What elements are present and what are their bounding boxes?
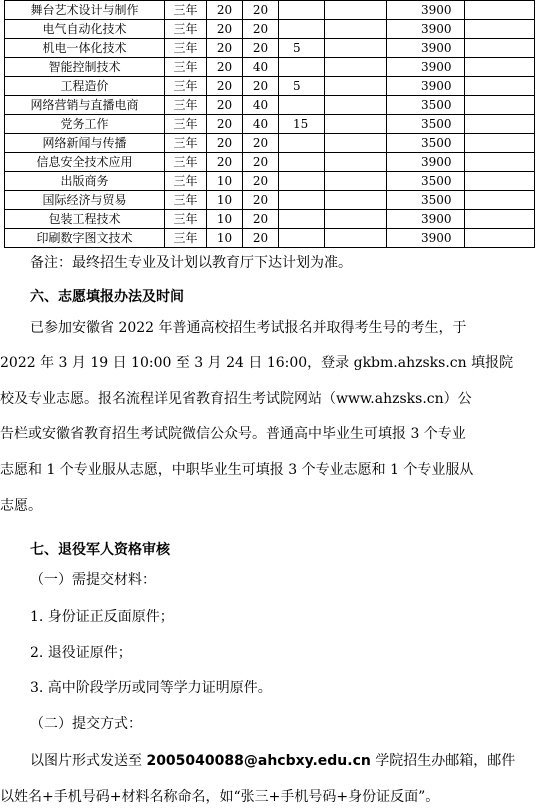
plan-count-cell	[279, 153, 325, 172]
empty-cell	[325, 172, 387, 191]
table-row	[5, 134, 535, 153]
empty-cell	[325, 134, 387, 153]
major-cell: 舞台艺术设计与制作	[5, 1, 165, 20]
section-6-line-5: 志愿和 1 个专业服从志愿，中职毕业生可填报 3 个专业志愿和 1 个专业服从	[0, 462, 474, 478]
plan-count-cell: 40	[243, 115, 279, 134]
years-cell: 三年	[165, 191, 207, 210]
plan-count-cell	[279, 134, 325, 153]
empty-cell	[325, 77, 387, 96]
plan-count-cell: 20	[207, 77, 243, 96]
major-cell: 党务工作	[5, 115, 165, 134]
empty-cell	[325, 96, 387, 115]
plan-count-cell: 20	[243, 134, 279, 153]
tuition-cell: 3900	[387, 210, 465, 229]
years-cell: 三年	[165, 39, 207, 58]
empty-cell	[465, 39, 535, 58]
table-row	[5, 96, 535, 115]
plan-count-cell: 20	[243, 191, 279, 210]
major-cell: 出版商务	[5, 172, 165, 191]
plan-count-cell: 10	[207, 229, 243, 248]
plan-count-cell: 20	[243, 20, 279, 39]
plan-count-cell: 20	[207, 20, 243, 39]
table-row	[5, 39, 535, 58]
plan-count-cell: 5	[279, 77, 325, 96]
section-7-heading: 七、退役军人资格审核	[30, 542, 170, 558]
table-row	[5, 229, 535, 248]
years-cell: 三年	[165, 172, 207, 191]
note-text: 备注：最终招生专业及计划以教育厅下达计划为准。	[30, 255, 352, 271]
section-6-line-2: 2022 年 3 月 19 日 10:00 至 3 月 24 日 16:00，登录 gkbm.ahzsks.cn 填报院	[0, 355, 514, 371]
section-6-line-1: 已参加安徽省 2022 年普通高校招生考试报名并取得考生号的考生，于	[30, 320, 467, 336]
plan-count-cell: 20	[207, 39, 243, 58]
plan-count-cell: 20	[207, 96, 243, 115]
empty-cell	[325, 39, 387, 58]
plan-count-cell: 40	[243, 96, 279, 115]
empty-cell	[465, 210, 535, 229]
empty-cell	[465, 115, 535, 134]
section-6-line-4: 告栏或安徽省教育招生考试院微信公众号。普通高中毕业生可填报 3 个专业	[0, 426, 466, 442]
plan-count-cell: 40	[243, 58, 279, 77]
tuition-cell: 3900	[387, 1, 465, 20]
empty-cell	[325, 58, 387, 77]
enrollment-plan-table	[4, 0, 535, 248]
years-cell: 三年	[165, 77, 207, 96]
tuition-cell: 3900	[387, 153, 465, 172]
major-cell: 国际经济与贸易	[5, 191, 165, 210]
tuition-cell: 3500	[387, 96, 465, 115]
major-cell: 网络新闻与传播	[5, 134, 165, 153]
table-row	[5, 1, 535, 20]
section-7-item-3: 3. 高中阶段学历或同等学力证明原件。	[30, 680, 272, 696]
plan-count-cell	[279, 172, 325, 191]
tuition-cell: 3900	[387, 229, 465, 248]
years-cell: 三年	[165, 20, 207, 39]
empty-cell	[465, 172, 535, 191]
empty-cell	[465, 153, 535, 172]
tuition-cell: 3900	[387, 58, 465, 77]
tuition-cell: 3500	[387, 134, 465, 153]
plan-count-cell: 20	[243, 172, 279, 191]
empty-cell	[465, 20, 535, 39]
table-body	[5, 1, 535, 248]
submit-prefix: 以图片形式发送至	[30, 753, 147, 769]
empty-cell	[465, 134, 535, 153]
plan-count-cell: 20	[207, 153, 243, 172]
section-7-submit-line-1	[0, 751, 542, 771]
tuition-cell: 3500	[387, 172, 465, 191]
plan-count-cell: 20	[207, 1, 243, 20]
section-6-heading: 六、志愿填报办法及时间	[30, 289, 184, 305]
years-cell: 三年	[165, 96, 207, 115]
empty-cell	[465, 229, 535, 248]
plan-count-cell	[279, 20, 325, 39]
empty-cell	[465, 191, 535, 210]
section-7-item-2: 2. 退役证原件；	[30, 645, 132, 661]
major-cell: 智能控制技术	[5, 58, 165, 77]
section-7-item-1: 1. 身份证正反面原件；	[30, 609, 174, 625]
section-7-sub-2: （二）提交方式：	[30, 716, 142, 732]
plan-count-cell: 20	[243, 77, 279, 96]
section-6-line-3: 校及专业志愿。报名流程详见省教育招生考试院网站（www.ahzsks.cn）公	[0, 391, 472, 407]
empty-cell	[465, 77, 535, 96]
plan-count-cell: 10	[207, 191, 243, 210]
plan-count-cell: 20	[243, 229, 279, 248]
plan-count-cell: 20	[207, 115, 243, 134]
years-cell: 三年	[165, 210, 207, 229]
major-cell: 工程造价	[5, 77, 165, 96]
plan-count-cell: 20	[207, 134, 243, 153]
major-cell: 网络营销与直播电商	[5, 96, 165, 115]
years-cell: 三年	[165, 115, 207, 134]
plan-count-cell: 20	[243, 39, 279, 58]
table-row	[5, 58, 535, 77]
section-7-sub-1: （一）需提交材料：	[30, 572, 156, 588]
plan-count-cell	[279, 229, 325, 248]
empty-cell	[325, 153, 387, 172]
table-row	[5, 115, 535, 134]
plan-count-cell: 5	[279, 39, 325, 58]
plan-count-cell	[279, 96, 325, 115]
table-row	[5, 191, 535, 210]
plan-count-cell: 10	[207, 172, 243, 191]
table-row	[5, 210, 535, 229]
plan-count-cell: 20	[207, 58, 243, 77]
years-cell: 三年	[165, 58, 207, 77]
plan-count-cell: 15	[279, 115, 325, 134]
empty-cell	[325, 1, 387, 20]
tuition-cell: 3900	[387, 20, 465, 39]
years-cell: 三年	[165, 153, 207, 172]
empty-cell	[325, 191, 387, 210]
table-row	[5, 153, 535, 172]
table-row	[5, 172, 535, 191]
years-cell: 三年	[165, 229, 207, 248]
plan-count-cell	[279, 191, 325, 210]
section-7-submit-line-2: 以姓名+手机号码+材料名称命名，如“张三+手机号码+身份证反面”。	[0, 789, 440, 805]
years-cell: 三年	[165, 134, 207, 153]
major-cell: 电气自动化技术	[5, 20, 165, 39]
plan-count-cell: 20	[243, 210, 279, 229]
plan-count-cell	[279, 58, 325, 77]
table-row	[5, 20, 535, 39]
plan-count-cell: 10	[207, 210, 243, 229]
plan-count-cell	[279, 210, 325, 229]
tuition-cell: 3500	[387, 115, 465, 134]
plan-count-cell: 20	[243, 1, 279, 20]
table-row	[5, 77, 535, 96]
empty-cell	[465, 96, 535, 115]
major-cell: 印刷数字图文技术	[5, 229, 165, 248]
major-cell: 包装工程技术	[5, 210, 165, 229]
empty-cell	[325, 210, 387, 229]
years-cell: 三年	[165, 1, 207, 20]
admissions-email: 2005040088@ahcbxy.edu.cn	[146, 753, 371, 769]
empty-cell	[325, 20, 387, 39]
plan-count-cell	[279, 1, 325, 20]
tuition-cell: 3900	[387, 77, 465, 96]
plan-count-cell: 20	[243, 153, 279, 172]
submit-suffix: 学院招生办邮箱，邮件	[370, 753, 516, 769]
tuition-cell: 3500	[387, 191, 465, 210]
major-cell: 信息安全技术应用	[5, 153, 165, 172]
major-cell: 机电一体化技术	[5, 39, 165, 58]
section-6-line-6: 志愿。	[0, 498, 42, 514]
tuition-cell: 3900	[387, 39, 465, 58]
empty-cell	[325, 115, 387, 134]
empty-cell	[325, 229, 387, 248]
empty-cell	[465, 1, 535, 20]
empty-cell	[465, 58, 535, 77]
